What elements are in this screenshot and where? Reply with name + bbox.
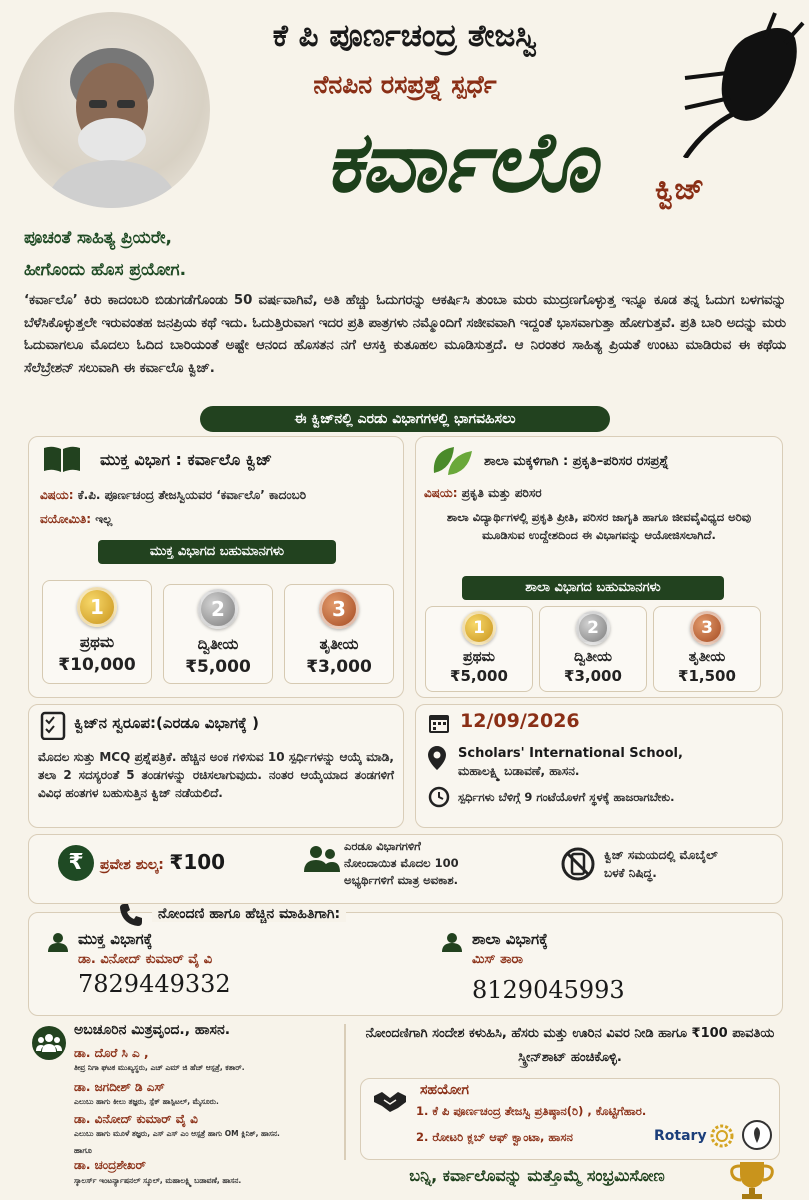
prize-title: ಪ್ರಥಮ — [79, 633, 115, 651]
person-icon — [442, 932, 462, 956]
group-icon — [304, 844, 340, 878]
rupee-icon: ₹ — [58, 845, 94, 881]
member-2-name: ಡಾ. ಜಗದೀಶ್ ಡಿ ಎಸ್ — [74, 1080, 165, 1094]
member-4-desc: ಸ್ಕಾಲರ್ಸ್ ಇಂಟರ್ನ್ಯಾಷನಲ್ ಸ್ಕೂಲ್, ಮಹಾಲಕ್ಷ್ಮಿ ಬಡಾವಣೆ, ಹಾಸನ. — [74, 1176, 242, 1185]
gold-medal-icon: 1 — [462, 611, 496, 645]
trophy-icon — [728, 1160, 776, 1200]
registration-heading: ನೋಂದಣಿ ಹಾಗೂ ಹೆಚ್ಚಿನ ಮಾಹಿತಿಗಾಗಿ: — [152, 906, 346, 922]
support-item-1: 1. ಕೆ ಪಿ ಪೂರ್ಣಚಂದ್ರ ತೇಜಸ್ವಿ ಪ್ರತಿಷ್ಠಾನ(ರಿ) , ಕೊಟ್ಟಿಗೆಹಾರ. — [416, 1104, 647, 1118]
rotary-wheel-icon — [710, 1124, 734, 1148]
school-description: ಶಾಲಾ ವಿದ್ಯಾರ್ಥಿಗಳಲ್ಲಿ ಪ್ರಕೃತಿ ಪ್ರೀತಿ, ಪರಿಸರ ಜಾಗೃತಿ ಹಾಗೂ ಜೀವವೈವಿಧ್ಯದ ಅರಿವು ಮೂಡಿಸುವ ಉದ್ದೇಶದಿಂದ ಈ ವಿಭಾಗವನ್ನು ಆಯೋಜಿಸಲಾಗಿದೆ. — [446, 510, 752, 542]
greeting-line-1: ಪೂಚಂತೆ ಸಾಹಿತ್ಯ ಪ್ರಿಯರೇ, — [24, 228, 172, 248]
school-prize-2 — [539, 606, 647, 692]
prize-amount: ₹5,000 — [450, 667, 508, 685]
school-contact-phone[interactable]: 8129045993 — [472, 976, 625, 1004]
open-contact-phone[interactable]: 7829449332 — [78, 970, 231, 998]
open-contact-name: ಡಾ. ವಿನೋದ್ ಕುಮಾರ್ ವೈ ವಿ — [78, 952, 213, 967]
school-contact-name: ಮಿಸ್ ತಾರಾ — [472, 952, 524, 967]
rotary-logo-text: Rotary — [654, 1128, 707, 1144]
mobile-ban — [604, 846, 718, 882]
bronze-medal-icon: 3 — [319, 589, 359, 629]
leaf-icon — [428, 443, 476, 481]
handshake-icon — [372, 1088, 408, 1118]
seat-limit-line-3: ಅಭ್ಯರ್ಥಿಗಳಿಗೆ ಮಾತ್ರ ಅವಕಾಶ. — [344, 873, 459, 887]
prize-title: ದ್ವಿತೀಯ — [574, 649, 612, 665]
open-subject-label: ವಿಷಯ: — [40, 488, 74, 502]
open-subject-value: ಕೆ.ಪಿ. ಪೂರ್ಣಚಂದ್ರ ತೇಜಸ್ವಿಯವರ ‘ಕರ್ವಾಲೊ’ ಕಾದಂಬರಿ — [77, 488, 307, 502]
clock-icon — [428, 786, 450, 812]
entry-fee — [100, 850, 225, 874]
mobile-ban-line-1: ಕ್ವಿಜ್ ಸಮಯದಲ್ಲಿ ಮೊಬೈಲ್ — [604, 848, 718, 862]
seat-limit — [344, 838, 459, 889]
silver-medal-icon: 2 — [576, 611, 610, 645]
school-contact-label: ಶಾಲಾ ವಿಭಾಗಕ್ಕೆ — [472, 930, 548, 948]
footer-tagline: ಬನ್ನಿ, ಕರ್ವಾಲೊವನ್ನು ಮತ್ತೊಮ್ಮೆ ಸಂಭ್ರಮಿಸೋಣ — [409, 1166, 665, 1185]
seat-limit-line-2: ನೋಂದಾಯಿತ ಮೊದಲ 100 — [344, 856, 459, 870]
school-heading: ಶಾಲಾ ಮಕ್ಕಳಿಗಾಗಿ : ಪ್ರಕೃತಿ–ಪರಿಸರ ರಸಪ್ರಶ್ನೆ — [484, 454, 669, 469]
bronze-medal-icon: 3 — [690, 611, 724, 645]
member-3-name: ಡಾ. ವಿನೋದ್ ಕುಮಾರ್ ವೈ ವಿ — [74, 1112, 198, 1126]
member-1-name: ಡಾ. ದೊರೆ ಸಿ ಎ , — [74, 1046, 149, 1060]
location-pin-icon — [428, 746, 446, 774]
member-3-desc: ಎಲುಬು ಹಾಗು ಮೂಳೆ ತಜ್ಞರು, ಎಸ್ ಎಸ್ ಎಂ ಆಸ್ಪತ್ರೆ ಹಾಗು OM ಕ್ಲಿನಿಕ್, ಹಾಸನ. — [74, 1129, 280, 1138]
author-portrait — [14, 12, 210, 208]
prize-amount: ₹5,000 — [185, 657, 251, 677]
prize-title: ದ್ವಿತೀಯ — [197, 635, 239, 653]
silver-medal-icon: 2 — [198, 589, 238, 629]
checklist-icon — [40, 710, 66, 744]
open-prize-3 — [284, 584, 394, 684]
member-2-desc: ಎಲುಬು ಹಾಗು ಕೀಲು ತಜ್ಞರು, ಸ್ಪೆಕ್ ಹಾಸ್ಪಿಟಲ್, ಮೈಸೂರು. — [74, 1097, 219, 1106]
school-subject-value: ಪ್ರಕೃತಿ ಮತ್ತು ಪರಿಸರ — [461, 486, 542, 500]
seat-limit-line-1: ಎರಡೂ ವಿಭಾಗಗಳಿಗೆ — [344, 839, 421, 853]
gold-medal-icon: 1 — [77, 587, 117, 627]
school-prize-3 — [653, 606, 761, 692]
venue-name: Scholars' International School, — [458, 746, 683, 761]
rotary-logo — [654, 1124, 734, 1148]
entry-fee-label: ಪ್ರವೇಶ ಶುಲ್ಕ: — [100, 857, 164, 873]
sections-banner: ಈ ಕ್ವಿಜ್‌ನಲ್ಲಿ ಎರಡು ವಿಭಾಗಗಳಲ್ಲಿ ಭಾಗವಹಿಸಲು — [200, 406, 610, 432]
friends-group-icon — [32, 1026, 66, 1060]
open-prizes-banner: ಮುಕ್ತ ವಿಭಾಗದ ಬಹುಮಾನಗಳು — [98, 540, 336, 564]
open-prize-1 — [42, 580, 152, 684]
big-title: ಕರ್ವಾಲೊ — [324, 112, 596, 211]
calendar-icon — [428, 712, 450, 738]
open-subject — [40, 488, 306, 503]
quiz-label: ಕ್ವಿಜ್ — [655, 172, 705, 207]
member-4-name: ಡಾ. ಚಂದ್ರಶೇಖರ್ — [74, 1158, 146, 1172]
event-date: 12/09/2026 — [460, 710, 580, 732]
support-item-2: 2. ರೋಟರಿ ಕ್ಲಬ್ ಆಫ್ ಕ್ವಾಂಟಾ, ಹಾಸನ — [416, 1130, 573, 1144]
open-contact-label: ಮುಕ್ತ ವಿಭಾಗಕ್ಕೆ — [78, 930, 153, 948]
prize-amount: ₹10,000 — [58, 655, 136, 675]
open-age-value: ಇಲ್ಲ — [95, 512, 113, 526]
prize-amount: ₹3,000 — [564, 667, 622, 685]
open-age — [40, 512, 112, 527]
reporting-time: ಸ್ಪರ್ಧಿಗಳು ಬೆಳಿಗ್ಗೆ 9 ಗಂಟೆಯೊಳಗೆ ಸ್ಥಳಕ್ಕೆ ಹಾಜರಾಗಬೇಕು. — [458, 790, 675, 804]
column-divider — [344, 1024, 346, 1160]
title-line-2: ನೆನಪಿನ ರಸಪ್ರಶ್ನೆ ಸ್ಪರ್ಧೆ — [313, 70, 497, 99]
school-subject — [424, 486, 542, 501]
title-line-1: ಕೆ ಪಿ ಪೂರ್ಣಚಂದ್ರ ತೇಜಸ್ವಿ — [272, 18, 538, 54]
friends-heading: ಅಬಚೂರಿನ ಮಿತ್ರವೃಂದ., ಹಾಸನ. — [74, 1022, 231, 1038]
book-icon — [42, 444, 82, 478]
mobile-ban-line-2: ಬಳಕೆ ನಿಷಿದ್ಧ. — [604, 866, 657, 880]
person-icon — [48, 932, 68, 956]
prize-amount: ₹1,500 — [678, 667, 736, 685]
entry-fee-value: ₹100 — [169, 850, 226, 874]
prize-amount: ₹3,000 — [306, 657, 372, 677]
school-prize-1 — [425, 606, 533, 692]
foundation-seal-icon — [742, 1120, 772, 1150]
prize-title: ಪ್ರಥಮ — [463, 649, 495, 665]
member-1-desc: ತೀವ್ರ ನಿಗಾ ಘಟಕ ಮುಖ್ಯಸ್ಥರು, ಎಚ್ ಎಮ್ ಜಿ ಹೆಚ್ ಆಸ್ಪತ್ರೆ, ಕತಾರ್. — [74, 1063, 245, 1072]
registration-instructions: ನೋಂದಣಿಗಾಗಿ ಸಂದೇಶ ಕಳುಹಿಸಿ, ಹೆಸರು ಮತ್ತು ಊರಿನ ವಿವರ ನೀಡಿ ಹಾಗೂ ₹100 ಪಾವತಿಯ ಸ್ಕ್ರೀನ್‌ಶಾಟ್ ಹಂಚಿಕೊಳ್ಳಿ. — [365, 1026, 775, 1065]
school-prizes-banner: ಶಾಲಾ ವಿಭಾಗದ ಬಹುಮಾನಗಳು — [462, 576, 724, 600]
support-heading: ಸಹಯೋಗ — [420, 1082, 469, 1098]
prize-title: ತೃತೀಯ — [688, 649, 726, 665]
no-mobile-icon — [560, 846, 596, 886]
open-heading: ಮುಕ್ತ ವಿಭಾಗ : ಕರ್ವಾಲೊ ಕ್ವಿಜ್ — [100, 450, 273, 469]
open-age-label: ವಯೋಮಿತಿ: — [40, 512, 92, 526]
lizard-silhouette-icon — [645, 8, 805, 158]
school-subject-label: ವಿಷಯ: — [424, 486, 458, 500]
format-text: ಮೊದಲ ಸುತ್ತು MCQ ಪ್ರಶ್ನೆಪತ್ರಿಕೆ. ಹೆಚ್ಚಿನ ಅಂಕ ಗಳಿಸುವ 10 ಸ್ಪರ್ಧಿಗಳನ್ನು ಆಯ್ಕೆ ಮಾಡಿ, ತಲಾ 2 ಸದಸ್ಯರಂತೆ 5 ತಂಡಗಳನ್ನು ರಚಿಸಲಾಗುವುದು. ನಂತರ ಆಯ್ಕೆಯಾದ ತಂಡಗಳಿಗೆ ವಿವಿಧ ಹಂತಗಳ ಬಹುಸುತ್ತಿನ ಕ್ವಿಜ್ ನಡೆಯಲಿದೆ. — [38, 750, 394, 800]
phone-icon — [118, 902, 144, 932]
open-prize-2 — [163, 584, 273, 684]
intro-paragraph: ‘ಕರ್ವಾಲೊ’ ಕಿರು ಕಾದಂಬರಿ ಬಿಡುಗಡೆಗೊಂಡು 50 ವರ್ಷವಾಗಿವೆ, ಅತಿ ಹೆಚ್ಚು ಓದುಗರನ್ನು ಆಕರ್ಷಿಸಿ ತುಂಬಾ ಮರು ಮುದ್ರಣಗೊಳ್ಳುತ್ತ ಇನ್ನೂ ಕೂಡ ತನ್ನ ಓದುಗ ಬಳಗವನ್ನು ಬೆಳೆಸಿಕೊಳ್ಳುತ್ತಲೇ ಇರುವಂತಹ ಜನಪ್ರಿಯ ಕಥೆ ಇದು. ಓದುತ್ತಿರುವಾಗ ಇದರ ಪ್ರತಿ ಪಾತ್ರಗಳು ನಮ್ಮೊಂದಿಗೆ ಸಜೀವವಾಗಿ ಇದ್ದಂತೆ ಭಾಸವಾಗುತ್ತಾ ಹೋಗುತ್ತವೆ. ಪ್ರತಿ ಬಾರಿ ಅದನ್ನು ಮರು ಓದುವಾಗಲೂ ಮೊದಲು ಓದಿದ ಬಾರಿಯಂತೆ ಅಷ್ಟೇ ಆನಂದ ಹೊಸತನ ನಗೆ ಆಸಕ್ತಿ ಕುತೂಹಲ ಮೂಡಿಸುತ್ತದೆ. ಆ ನಿರಂತರ ಸಾಹಿತ್ಯ ಪ್ರಿಯತೆ ಉಂಟು ಮಾಡಿರುವ ಈ ಕಥೆಯ ಸೆಲೆಬ್ರೇಶನ್ ಸಲುವಾಗಿ ಈ ಕರ್ವಾಲೊ ಕ್ವಿಜ್. — [24, 293, 786, 376]
venue-address: ಮಹಾಲಕ್ಷ್ಮಿ ಬಡಾವಣೆ, ಹಾಸನ. — [458, 764, 580, 778]
greeting-line-2: ಹೀಗೊಂದು ಹೊಸ ಪ್ರಯೋಗ. — [24, 260, 187, 280]
prize-title: ತೃತೀಯ — [319, 635, 359, 653]
members-joiner: ಹಾಗೂ — [74, 1146, 92, 1155]
format-heading: ಕ್ವಿಜ್‌ನ ಸ್ವರೂಪ:(ಎರಡೂ ವಿಭಾಗಕ್ಕೆ ) — [74, 714, 259, 732]
